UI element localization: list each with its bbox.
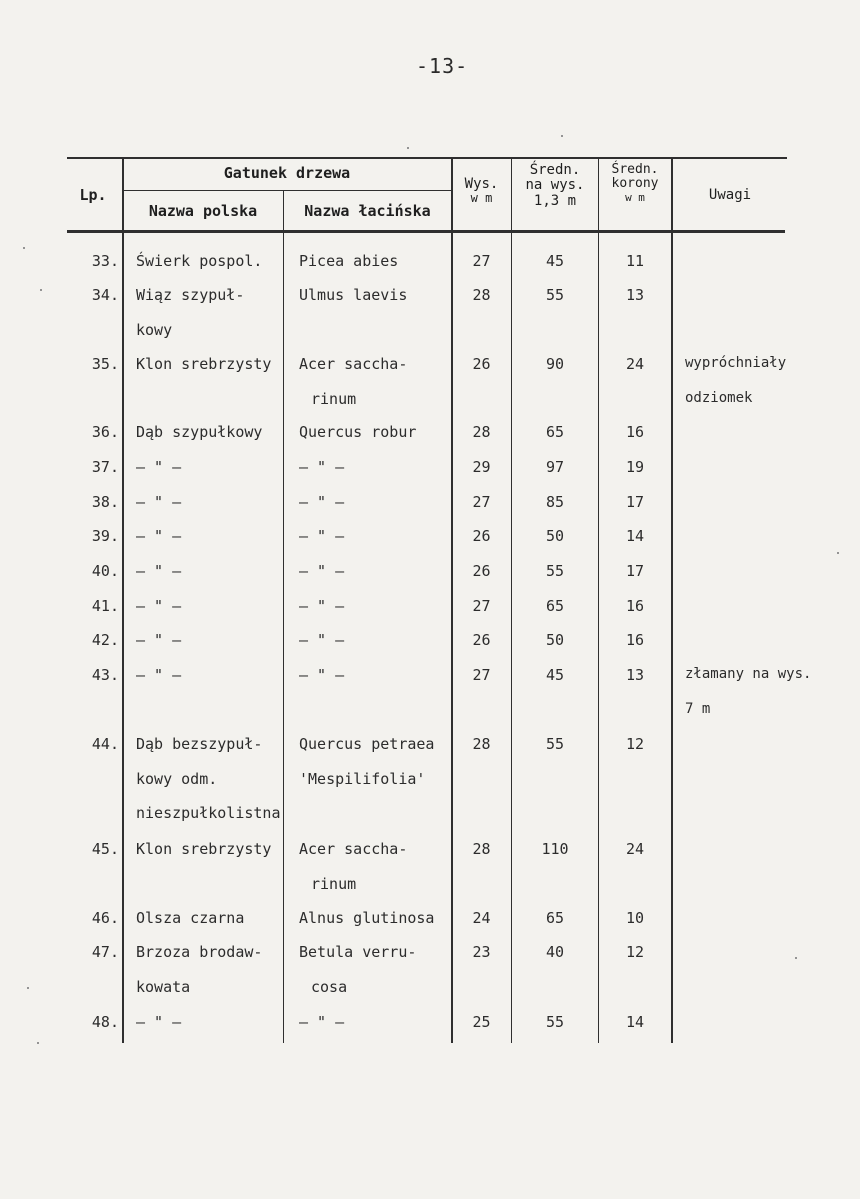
remarks-text: odziomek: [685, 389, 753, 406]
height-value: 27: [472, 493, 491, 511]
row-number: 45.: [91, 840, 119, 858]
diameter-value: 55: [545, 286, 565, 304]
scan-speck: [795, 957, 797, 959]
latin-name: – " –: [299, 597, 345, 615]
polish-name: kowy odm.: [136, 769, 218, 788]
row-number: 47.: [91, 943, 119, 961]
polish-name: – " –: [136, 597, 182, 615]
polish-name: Świerk pospol.: [136, 252, 263, 270]
height-value: 27: [472, 597, 491, 615]
polish-name: – " –: [136, 527, 182, 545]
latin-name: Betula verru-: [299, 943, 417, 961]
diameter-value: 55: [545, 562, 565, 580]
header-height-line: Wys.: [464, 176, 499, 192]
polish-name: Klon srebrzysty: [136, 840, 272, 858]
header-height: [452, 177, 511, 206]
polish-name: – " –: [136, 1013, 182, 1031]
scan-speck: [837, 552, 839, 554]
crown-value: 10: [625, 909, 645, 927]
row-number: 37.: [91, 458, 119, 476]
height-value: 26: [472, 562, 491, 580]
row-number: 34.: [91, 286, 119, 304]
row-number: 44.: [91, 735, 119, 753]
polish-name: Klon srebrzysty: [136, 355, 272, 373]
height-value: 25: [472, 1013, 491, 1031]
height-value: 26: [472, 527, 491, 545]
polish-name: Dąb bezszypuł-: [136, 735, 263, 753]
latin-name: Ulmus laevis: [299, 286, 408, 304]
diameter-value: 45: [545, 666, 565, 684]
diameter-value: 90: [545, 355, 565, 373]
row-number: 35.: [91, 355, 119, 373]
row-number: 38.: [91, 493, 119, 511]
crown-value: 19: [625, 458, 645, 476]
crown-value: 11: [625, 252, 645, 270]
height-value: 26: [472, 631, 491, 649]
height-value: 29: [472, 458, 491, 476]
crown-value: 12: [625, 943, 645, 961]
latin-name: – " –: [299, 1013, 345, 1031]
crown-value: 24: [625, 840, 645, 858]
col-rule-lp: [122, 157, 124, 1043]
height-value: 28: [472, 840, 491, 858]
header-crown-line: korony: [611, 176, 659, 192]
header-crown: [599, 163, 671, 204]
polish-name: nieszpułkolistna: [136, 804, 281, 822]
crown-value: 17: [625, 493, 645, 511]
crown-value: 16: [625, 631, 645, 649]
header-diameter-line: 1,3 m: [533, 192, 577, 209]
latin-name: – " –: [299, 666, 345, 684]
crown-value: 24: [625, 355, 645, 373]
polish-name: kowata: [136, 977, 191, 996]
row-number: 33.: [91, 252, 119, 270]
scan-speck: [27, 987, 29, 989]
latin-name: 'Mespilifolia': [299, 769, 426, 788]
height-value: 28: [472, 423, 491, 441]
crown-value: 14: [625, 1013, 645, 1031]
diameter-value: 65: [545, 423, 565, 441]
crown-value: 16: [625, 597, 645, 615]
polish-name: Wiąz szypuł-: [136, 286, 245, 304]
scan-speck: [407, 147, 409, 149]
row-number: 42.: [91, 631, 119, 649]
latin-name: – " –: [299, 562, 345, 580]
row-number: 39.: [91, 527, 119, 545]
diameter-value: 85: [545, 493, 565, 511]
diameter-value: 50: [545, 631, 565, 649]
row-number: 41.: [91, 597, 119, 615]
row-number: 48.: [91, 1013, 119, 1031]
latin-name: rinum: [311, 874, 357, 893]
header-species-group: Gatunek drzewa: [223, 164, 351, 182]
diameter-value: 45: [545, 252, 565, 270]
diameter-value: 55: [545, 1013, 565, 1031]
crown-value: 16: [625, 423, 645, 441]
height-value: 26: [472, 355, 491, 373]
height-value: 28: [472, 286, 491, 304]
polish-name: – " –: [136, 458, 182, 476]
diameter-value: 55: [545, 735, 565, 753]
remarks-text: wypróchniały: [685, 355, 787, 371]
header-crown-line: w m: [625, 190, 645, 204]
polish-name: Dąb szypułkowy: [136, 423, 263, 441]
latin-name: rinum: [311, 389, 357, 408]
row-number: 46.: [91, 909, 119, 927]
crown-value: 14: [625, 527, 645, 545]
page-number: -13-: [416, 54, 469, 78]
height-value: 23: [472, 943, 491, 961]
height-value: 27: [472, 666, 491, 684]
row-number: 40.: [91, 562, 119, 580]
diameter-value: 110: [541, 840, 569, 858]
crown-value: 12: [625, 735, 645, 753]
diameter-value: 65: [545, 597, 565, 615]
latin-name: – " –: [299, 493, 345, 511]
height-value: 27: [472, 252, 491, 270]
species-group-rule: [123, 190, 451, 191]
col-rule-polish: [283, 191, 284, 1043]
scan-speck: [561, 135, 563, 137]
header-diameter-line: Średn.: [529, 162, 581, 178]
polish-name: Olsza czarna: [136, 909, 245, 927]
remarks-text: 7 m: [685, 700, 711, 717]
crown-value: 13: [625, 666, 645, 684]
scan-speck: [37, 1042, 39, 1044]
row-number: 43.: [91, 666, 119, 684]
header-crown-line: Średn.: [611, 162, 659, 177]
table-top-rule: [67, 157, 787, 159]
height-value: 24: [472, 909, 491, 927]
polish-name: kowy: [136, 320, 173, 339]
latin-name: Quercus petraea: [299, 735, 435, 753]
latin-name: Quercus robur: [299, 423, 417, 441]
header-height-line: w m: [470, 191, 493, 206]
header-diameter: [512, 163, 598, 209]
latin-name: cosa: [311, 977, 348, 996]
diameter-value: 50: [545, 527, 565, 545]
tree-inventory-table: [67, 157, 812, 1047]
header-latin-name: Nazwa łacińska: [304, 202, 431, 220]
row-number: 36.: [91, 423, 119, 441]
polish-name: – " –: [136, 631, 182, 649]
scan-speck: [40, 289, 42, 291]
crown-value: 13: [625, 286, 645, 304]
polish-name: – " –: [136, 493, 182, 511]
remarks-text: złamany na wys.: [685, 666, 812, 682]
latin-name: – " –: [299, 527, 345, 545]
header-bottom-rule: [67, 230, 785, 233]
header-remarks: Uwagi: [708, 187, 752, 203]
latin-name: Alnus glutinosa: [299, 909, 435, 927]
latin-name: – " –: [299, 631, 345, 649]
latin-name: Picea abies: [299, 252, 399, 270]
scan-speck: [23, 247, 25, 249]
polish-name: Brzoza brodaw-: [136, 943, 263, 961]
latin-name: Acer saccha-: [299, 355, 408, 373]
height-value: 28: [472, 735, 491, 753]
header-polish-name: Nazwa polska: [148, 202, 258, 220]
crown-value: 17: [625, 562, 645, 580]
diameter-value: 65: [545, 909, 565, 927]
header-diameter-line: na wys.: [525, 177, 585, 194]
header-lp: Lp.: [79, 186, 107, 204]
latin-name: – " –: [299, 458, 345, 476]
polish-name: – " –: [136, 562, 182, 580]
polish-name: – " –: [136, 666, 182, 684]
col-rule-crown: [671, 157, 673, 1043]
diameter-value: 97: [545, 458, 565, 476]
latin-name: Acer saccha-: [299, 840, 408, 858]
diameter-value: 40: [545, 943, 565, 961]
